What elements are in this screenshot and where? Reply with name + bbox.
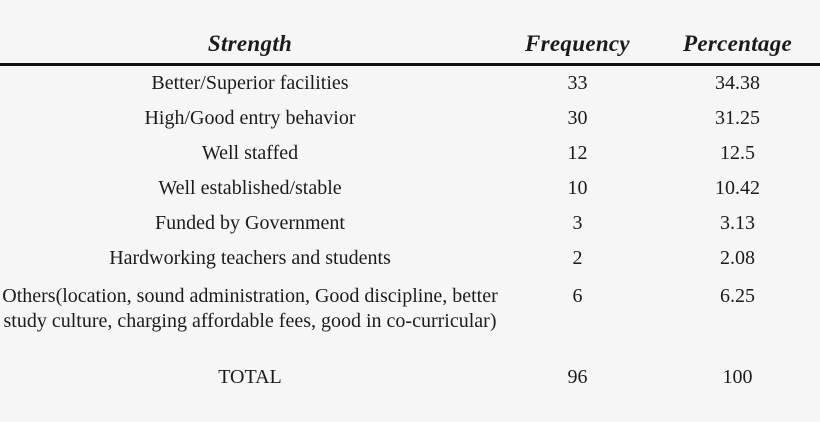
table-row [0,241,820,276]
column-header-frequency: Frequency [500,0,655,65]
table-row [0,171,820,206]
table-row [0,136,820,171]
percentage-cell: 6.25 [720,285,755,307]
percentage-cell: 12.5 [720,142,755,164]
percentage-cell: 34.38 [715,72,760,94]
strength-cell: High/Good entry behavior [144,107,356,129]
frequency-cell: 3 [572,212,583,234]
total-frequency-cell: 96 [567,366,588,388]
total-percentage-cell: 100 [722,366,753,388]
frequency-cell: 6 [572,285,583,307]
strength-cell: Better/Superior facilities [151,72,349,94]
total-row [0,336,820,398]
header-row [0,0,820,65]
table-row [0,276,820,336]
total-label-cell: TOTAL [218,366,282,388]
percentage-cell: 10.42 [715,177,760,199]
table-row [0,101,820,136]
strength-cell: Hardworking teachers and students [109,247,391,269]
column-header-percentage: Percentage [655,0,820,65]
frequency-cell: 30 [567,107,588,129]
frequency-cell: 10 [567,177,588,199]
percentage-cell: 3.13 [720,212,755,234]
percentage-cell: 2.08 [720,247,755,269]
table-row [0,206,820,241]
strength-cell: Well staffed [201,142,299,164]
frequency-cell: 2 [572,247,583,269]
table-row [0,65,820,102]
percentage-cell: 31.25 [715,107,760,129]
frequency-cell: 33 [567,72,588,94]
frequency-cell: 12 [567,142,588,164]
strength-cell: Well established/stable [158,177,342,199]
strength-cell: Others(location, sound administration, Good discipline, better study culture, charging affordable fees, good in co-curricular) [2,285,498,332]
column-header-strength: Strength [0,0,500,65]
strength-cell: Funded by Government [155,212,345,234]
